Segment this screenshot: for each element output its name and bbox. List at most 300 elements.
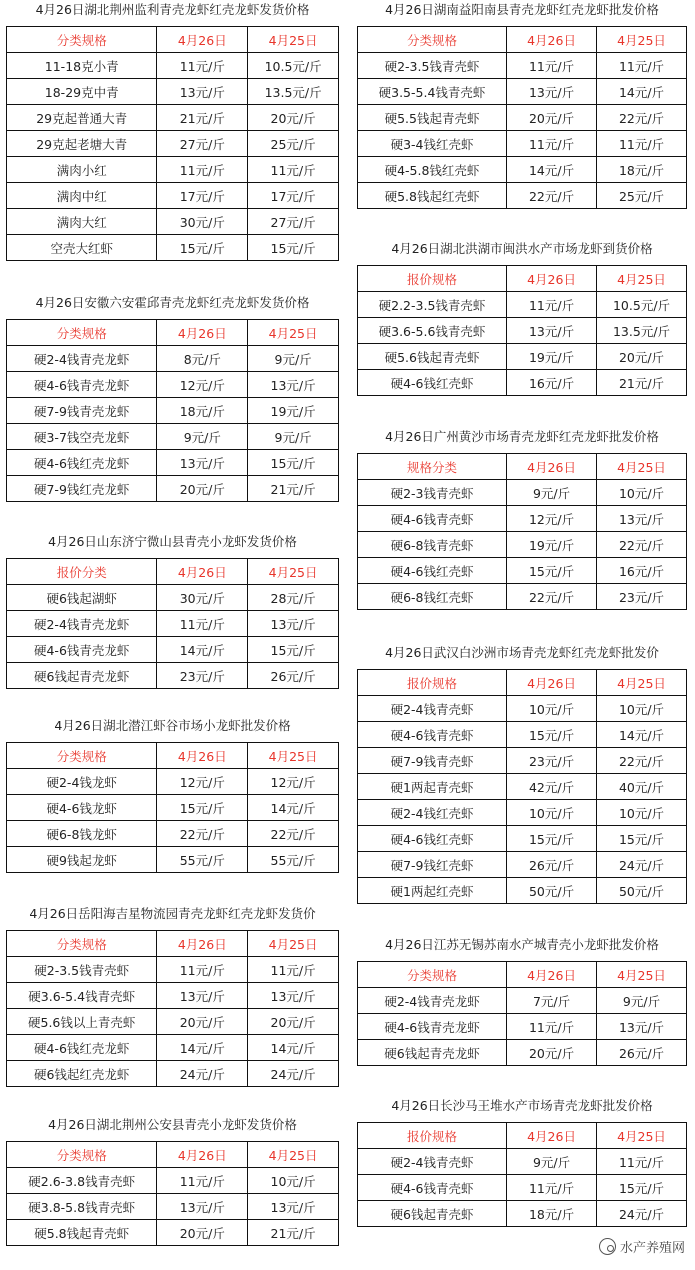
spec-cell: 硬4-6钱青壳龙虾 — [358, 1014, 507, 1040]
price-cell: 12元/斤 — [507, 506, 597, 532]
table-row — [358, 774, 687, 800]
header-cell: 4月26日 — [507, 670, 597, 696]
table-row — [358, 748, 687, 774]
price-cell: 20元/斤 — [248, 1009, 339, 1035]
table-row — [7, 372, 339, 398]
table-row — [7, 611, 339, 637]
spec-cell: 硬4-6钱红壳虾 — [358, 826, 507, 852]
price-cell: 22元/斤 — [597, 532, 687, 558]
price-cell: 13元/斤 — [157, 983, 248, 1009]
price-cell: 11元/斤 — [597, 131, 687, 157]
price-cell: 11元/斤 — [248, 957, 339, 983]
table-row — [358, 370, 687, 396]
table-row — [358, 1175, 687, 1201]
table-row — [7, 1220, 339, 1246]
price-cell: 12元/斤 — [157, 372, 248, 398]
table-title: 4月26日山东济宁微山县青壳小龙虾发货价格 — [48, 534, 297, 549]
table-row — [358, 131, 687, 157]
spec-cell: 硬4-6钱青壳龙虾 — [7, 372, 157, 398]
table-row — [7, 209, 339, 235]
price-cell: 13元/斤 — [507, 318, 597, 344]
header-cell: 4月25日 — [248, 320, 339, 346]
spec-cell: 硬3-7钱空壳龙虾 — [7, 424, 157, 450]
price-cell: 26元/斤 — [597, 1040, 687, 1066]
table-row — [7, 183, 339, 209]
header-cell: 规格分类 — [358, 454, 507, 480]
price-cell: 8元/斤 — [157, 346, 248, 372]
table-row — [358, 558, 687, 584]
spec-cell: 硬4-6钱青壳虾 — [358, 1175, 507, 1201]
table-row — [7, 1009, 339, 1035]
price-cell: 26元/斤 — [507, 852, 597, 878]
price-cell: 10元/斤 — [248, 1168, 339, 1194]
table-title: 4月26日湖北洪湖市闽洪水产市场龙虾到货价格 — [391, 241, 653, 256]
price-cell: 55元/斤 — [248, 847, 339, 873]
price-cell: 20元/斤 — [248, 105, 339, 131]
header-cell: 4月25日 — [248, 27, 339, 53]
price-cell: 16元/斤 — [597, 558, 687, 584]
spec-cell: 硬5.6钱起青壳虾 — [358, 344, 507, 370]
price-cell: 24元/斤 — [248, 1061, 339, 1087]
header-cell: 分类规格 — [7, 1142, 157, 1168]
price-cell: 21元/斤 — [248, 476, 339, 502]
price-cell: 15元/斤 — [507, 722, 597, 748]
table-row — [7, 983, 339, 1009]
table-row — [7, 1194, 339, 1220]
price-table — [357, 453, 687, 610]
spec-cell: 硬4-6钱红壳龙虾 — [7, 450, 157, 476]
price-cell: 10元/斤 — [507, 696, 597, 722]
header-cell: 分类规格 — [7, 931, 157, 957]
table-row — [358, 1040, 687, 1066]
price-cell: 17元/斤 — [157, 183, 248, 209]
table-row — [358, 988, 687, 1014]
price-cell: 21元/斤 — [157, 105, 248, 131]
table-row — [358, 532, 687, 558]
spec-cell: 满肉大红 — [7, 209, 157, 235]
table-row — [7, 821, 339, 847]
price-cell: 13元/斤 — [507, 79, 597, 105]
spec-cell: 硬7-9钱青壳虾 — [358, 748, 507, 774]
table-row — [358, 696, 687, 722]
table-header-row — [7, 1142, 339, 1168]
header-cell: 4月26日 — [507, 27, 597, 53]
spec-cell: 硬4-6钱青壳龙虾 — [7, 637, 157, 663]
table-row — [358, 344, 687, 370]
price-cell: 11元/斤 — [157, 157, 248, 183]
price-cell: 22元/斤 — [597, 748, 687, 774]
spec-cell: 硬2-4钱青壳龙虾 — [358, 988, 507, 1014]
price-cell: 28元/斤 — [248, 585, 339, 611]
spec-cell: 硬3.8-5.8钱青壳虾 — [7, 1194, 157, 1220]
watermark — [599, 1237, 685, 1256]
price-cell: 21元/斤 — [597, 370, 687, 396]
price-cell: 23元/斤 — [597, 584, 687, 610]
spec-cell: 硬2-3.5钱青壳虾 — [7, 957, 157, 983]
header-cell: 分类规格 — [7, 743, 157, 769]
table-header-row — [358, 962, 687, 988]
table-row — [7, 957, 339, 983]
header-cell: 4月25日 — [248, 743, 339, 769]
table-row — [358, 480, 687, 506]
price-cell: 12元/斤 — [157, 769, 248, 795]
price-cell: 24元/斤 — [597, 852, 687, 878]
table-row — [7, 424, 339, 450]
spec-cell: 硬4-5.8钱红壳虾 — [358, 157, 507, 183]
table-row — [358, 79, 687, 105]
spec-cell: 硬5.8钱起青壳虾 — [7, 1220, 157, 1246]
price-cell: 10.5元/斤 — [597, 292, 687, 318]
price-cell: 25元/斤 — [248, 131, 339, 157]
table-title: 4月26日江苏无锡苏南水产城青壳小龙虾批发价格 — [385, 937, 659, 952]
spec-cell: 硬7-9钱红壳龙虾 — [7, 476, 157, 502]
price-cell: 15元/斤 — [248, 637, 339, 663]
price-table — [357, 961, 687, 1066]
spec-cell: 硬6钱起红壳龙虾 — [7, 1061, 157, 1087]
price-cell: 15元/斤 — [597, 826, 687, 852]
price-cell: 20元/斤 — [157, 1009, 248, 1035]
spec-cell: 硬2-4钱青壳龙虾 — [7, 346, 157, 372]
price-cell: 10元/斤 — [597, 800, 687, 826]
price-cell: 11元/斤 — [157, 611, 248, 637]
price-table — [357, 26, 687, 209]
header-cell: 4月25日 — [248, 931, 339, 957]
spec-cell: 硬6钱起青壳虾 — [358, 1201, 507, 1227]
price-cell: 42元/斤 — [507, 774, 597, 800]
price-cell: 13元/斤 — [157, 79, 248, 105]
table-row — [7, 105, 339, 131]
price-table — [6, 319, 339, 502]
price-cell: 25元/斤 — [597, 183, 687, 209]
header-cell: 4月26日 — [157, 743, 248, 769]
spec-cell: 硬2-4钱红壳虾 — [358, 800, 507, 826]
price-cell: 20元/斤 — [157, 476, 248, 502]
price-cell: 15元/斤 — [597, 1175, 687, 1201]
spec-cell: 硬7-9钱红壳虾 — [358, 852, 507, 878]
price-table — [6, 742, 339, 873]
table-row — [7, 1168, 339, 1194]
price-cell: 10元/斤 — [597, 696, 687, 722]
price-cell: 9元/斤 — [507, 480, 597, 506]
spec-cell: 硬2-4钱青壳虾 — [358, 1149, 507, 1175]
spec-cell: 硬2-4钱青壳龙虾 — [7, 611, 157, 637]
price-table — [357, 265, 687, 396]
price-cell: 11元/斤 — [157, 957, 248, 983]
table-header-row — [358, 670, 687, 696]
price-cell: 19元/斤 — [507, 344, 597, 370]
spec-cell: 满肉中红 — [7, 183, 157, 209]
spec-cell: 硬6钱起湖虾 — [7, 585, 157, 611]
table-header-row — [7, 559, 339, 585]
price-cell: 22元/斤 — [507, 183, 597, 209]
spec-cell: 硬4-6钱红壳虾 — [358, 370, 507, 396]
header-cell: 4月26日 — [507, 454, 597, 480]
header-cell: 4月25日 — [597, 454, 687, 480]
header-cell: 报价规格 — [358, 266, 507, 292]
table-row — [7, 157, 339, 183]
price-cell: 27元/斤 — [248, 209, 339, 235]
price-cell: 21元/斤 — [248, 1220, 339, 1246]
table-row — [358, 506, 687, 532]
table-row — [358, 318, 687, 344]
spec-cell: 硬3-4钱红壳虾 — [358, 131, 507, 157]
header-cell: 分类规格 — [358, 27, 507, 53]
table-row — [358, 1201, 687, 1227]
price-cell: 11元/斤 — [507, 292, 597, 318]
price-cell: 19元/斤 — [248, 398, 339, 424]
spec-cell: 硬4-6钱青壳虾 — [358, 506, 507, 532]
price-cell: 26元/斤 — [248, 663, 339, 689]
spec-cell: 硬5.5钱起青壳虾 — [358, 105, 507, 131]
table-row — [7, 1061, 339, 1087]
price-cell: 20元/斤 — [507, 1040, 597, 1066]
price-cell: 13元/斤 — [597, 1014, 687, 1040]
price-cell: 18元/斤 — [157, 398, 248, 424]
table-row — [358, 183, 687, 209]
spec-cell: 硬4-6钱青壳虾 — [358, 722, 507, 748]
header-cell: 报价规格 — [358, 670, 507, 696]
price-cell: 30元/斤 — [157, 585, 248, 611]
header-cell: 分类规格 — [7, 27, 157, 53]
table-row — [358, 722, 687, 748]
price-cell: 15元/斤 — [157, 795, 248, 821]
price-cell: 9元/斤 — [507, 1149, 597, 1175]
price-cell: 10.5元/斤 — [248, 53, 339, 79]
price-cell: 13元/斤 — [597, 506, 687, 532]
table-header-row — [358, 454, 687, 480]
table-row — [358, 826, 687, 852]
price-table — [6, 26, 339, 261]
spec-cell: 硬6-8钱龙虾 — [7, 821, 157, 847]
table-header-row — [358, 266, 687, 292]
table-header-row — [7, 27, 339, 53]
table-row — [7, 795, 339, 821]
price-table — [357, 1122, 687, 1227]
spec-cell: 硬1两起青壳虾 — [358, 774, 507, 800]
spec-cell: 空壳大红虾 — [7, 235, 157, 261]
price-cell: 23元/斤 — [507, 748, 597, 774]
header-cell: 4月25日 — [248, 559, 339, 585]
price-cell: 13元/斤 — [248, 611, 339, 637]
table-row — [7, 585, 339, 611]
price-cell: 13元/斤 — [157, 1194, 248, 1220]
table-row — [7, 663, 339, 689]
price-table — [6, 558, 339, 689]
price-cell: 40元/斤 — [597, 774, 687, 800]
spec-cell: 29克起普通大青 — [7, 105, 157, 131]
header-cell: 分类规格 — [358, 962, 507, 988]
header-cell: 报价规格 — [358, 1123, 507, 1149]
price-table — [357, 669, 687, 904]
table-row — [7, 450, 339, 476]
table-row — [7, 131, 339, 157]
price-cell: 15元/斤 — [248, 235, 339, 261]
spec-cell: 硬3.6-5.6钱青壳虾 — [358, 318, 507, 344]
price-cell: 13元/斤 — [157, 450, 248, 476]
price-cell: 7元/斤 — [507, 988, 597, 1014]
header-cell: 报价分类 — [7, 559, 157, 585]
spec-cell: 硬3.6-5.4钱青壳虾 — [7, 983, 157, 1009]
header-cell: 4月26日 — [157, 931, 248, 957]
spec-cell: 硬5.8钱起红壳虾 — [358, 183, 507, 209]
spec-cell: 硬4-6钱龙虾 — [7, 795, 157, 821]
header-cell: 4月25日 — [597, 27, 687, 53]
table-row — [7, 847, 339, 873]
price-cell: 23元/斤 — [157, 663, 248, 689]
spec-cell: 硬6-8钱红壳虾 — [358, 584, 507, 610]
table-title: 4月26日安徽六安霍邱青壳龙虾红壳龙虾发货价格 — [35, 295, 310, 310]
price-cell: 24元/斤 — [157, 1061, 248, 1087]
spec-cell: 11-18克小青 — [7, 53, 157, 79]
watermark-text: 水产养殖网 — [619, 1241, 685, 1256]
price-cell: 30元/斤 — [157, 209, 248, 235]
table-row — [7, 476, 339, 502]
price-cell: 20元/斤 — [157, 1220, 248, 1246]
price-cell: 20元/斤 — [507, 105, 597, 131]
spec-cell: 硬2.6-3.8钱青壳虾 — [7, 1168, 157, 1194]
wechat-icon — [599, 1238, 616, 1255]
price-cell: 14元/斤 — [157, 1035, 248, 1061]
table-header-row — [358, 1123, 687, 1149]
table-row — [358, 157, 687, 183]
table-row — [358, 878, 687, 904]
price-table — [6, 1141, 339, 1246]
price-cell: 13元/斤 — [248, 372, 339, 398]
spec-cell: 硬2-3.5钱青壳虾 — [358, 53, 507, 79]
spec-cell: 硬2-3钱青壳虾 — [358, 480, 507, 506]
table-row — [358, 105, 687, 131]
price-cell: 14元/斤 — [248, 1035, 339, 1061]
header-cell: 4月26日 — [507, 962, 597, 988]
spec-cell: 硬5.6钱以上青壳虾 — [7, 1009, 157, 1035]
table-header-row — [358, 27, 687, 53]
price-cell: 50元/斤 — [597, 878, 687, 904]
header-cell: 4月26日 — [157, 559, 248, 585]
header-cell: 4月25日 — [597, 1123, 687, 1149]
header-cell: 4月26日 — [507, 1123, 597, 1149]
table-row — [358, 584, 687, 610]
price-cell: 13元/斤 — [248, 983, 339, 1009]
price-cell: 14元/斤 — [507, 157, 597, 183]
price-cell: 22元/斤 — [597, 105, 687, 131]
price-cell: 55元/斤 — [157, 847, 248, 873]
table-row — [7, 1035, 339, 1061]
header-cell: 4月25日 — [597, 670, 687, 696]
table-header-row — [7, 931, 339, 957]
price-cell: 9元/斤 — [248, 424, 339, 450]
price-cell: 16元/斤 — [507, 370, 597, 396]
table-row — [7, 79, 339, 105]
table-title: 4月26日武汉白沙洲市场青壳龙虾红壳龙虾批发价 — [385, 645, 659, 660]
price-cell: 14元/斤 — [597, 79, 687, 105]
spec-cell: 满肉小红 — [7, 157, 157, 183]
price-cell: 9元/斤 — [248, 346, 339, 372]
table-row — [358, 800, 687, 826]
spec-cell: 硬7-9钱青壳龙虾 — [7, 398, 157, 424]
price-cell: 15元/斤 — [507, 826, 597, 852]
spec-cell: 18-29克中青 — [7, 79, 157, 105]
table-row — [7, 235, 339, 261]
spec-cell: 硬9钱起龙虾 — [7, 847, 157, 873]
price-cell: 11元/斤 — [507, 1014, 597, 1040]
price-cell: 19元/斤 — [507, 532, 597, 558]
price-cell: 11元/斤 — [597, 1149, 687, 1175]
price-cell: 11元/斤 — [507, 131, 597, 157]
spec-cell: 硬2-4钱青壳虾 — [358, 696, 507, 722]
header-cell: 4月26日 — [157, 1142, 248, 1168]
header-cell: 4月25日 — [597, 962, 687, 988]
spec-cell: 硬6-8钱青壳虾 — [358, 532, 507, 558]
price-cell: 11元/斤 — [157, 53, 248, 79]
price-cell: 22元/斤 — [157, 821, 248, 847]
spec-cell: 硬3.5-5.4钱青壳虾 — [358, 79, 507, 105]
price-cell: 22元/斤 — [248, 821, 339, 847]
price-cell: 14元/斤 — [597, 722, 687, 748]
price-cell: 20元/斤 — [597, 344, 687, 370]
header-cell: 4月25日 — [248, 1142, 339, 1168]
price-cell: 14元/斤 — [248, 795, 339, 821]
table-row — [358, 852, 687, 878]
price-cell: 12元/斤 — [248, 769, 339, 795]
price-cell: 11元/斤 — [248, 157, 339, 183]
table-row — [358, 1149, 687, 1175]
price-cell: 18元/斤 — [507, 1201, 597, 1227]
table-title: 4月26日长沙马王堆水产市场青壳龙虾批发价格 — [391, 1098, 653, 1113]
table-row — [358, 1014, 687, 1040]
table-title: 4月26日湖北潜江虾谷市场小龙虾批发价格 — [54, 718, 291, 733]
table-header-row — [7, 743, 339, 769]
price-cell: 13元/斤 — [248, 1194, 339, 1220]
header-cell: 4月25日 — [597, 266, 687, 292]
price-cell: 11元/斤 — [157, 1168, 248, 1194]
price-cell: 11元/斤 — [507, 1175, 597, 1201]
table-row — [358, 53, 687, 79]
spec-cell: 硬6钱起青壳龙虾 — [358, 1040, 507, 1066]
price-cell: 24元/斤 — [597, 1201, 687, 1227]
table-title: 4月26日湖南益阳南县青壳龙虾红壳龙虾批发价格 — [385, 2, 659, 17]
price-cell: 10元/斤 — [597, 480, 687, 506]
spec-cell: 29克起老塘大青 — [7, 131, 157, 157]
header-cell: 4月26日 — [157, 27, 248, 53]
price-cell: 27元/斤 — [157, 131, 248, 157]
price-cell: 9元/斤 — [157, 424, 248, 450]
table-row — [7, 53, 339, 79]
header-cell: 4月26日 — [507, 266, 597, 292]
table-title: 4月26日湖北荆州监利青壳龙虾红壳龙虾发货价格 — [35, 2, 310, 17]
table-header-row — [7, 320, 339, 346]
spec-cell: 硬4-6钱红壳虾 — [358, 558, 507, 584]
spec-cell: 硬4-6钱红壳龙虾 — [7, 1035, 157, 1061]
table-row — [358, 292, 687, 318]
price-cell: 18元/斤 — [597, 157, 687, 183]
price-cell: 10元/斤 — [507, 800, 597, 826]
table-row — [7, 637, 339, 663]
price-cell: 17元/斤 — [248, 183, 339, 209]
table-row — [7, 346, 339, 372]
table-title: 4月26日广州黄沙市场青壳龙虾红壳龙虾批发价格 — [385, 429, 659, 444]
spec-cell: 硬1两起红壳虾 — [358, 878, 507, 904]
table-title: 4月26日岳阳海吉星物流园青壳龙虾红壳龙虾发货价 — [29, 906, 316, 921]
table-row — [7, 769, 339, 795]
price-cell: 14元/斤 — [157, 637, 248, 663]
price-cell: 22元/斤 — [507, 584, 597, 610]
price-cell: 11元/斤 — [597, 53, 687, 79]
price-cell: 15元/斤 — [157, 235, 248, 261]
price-cell: 15元/斤 — [248, 450, 339, 476]
price-cell: 11元/斤 — [507, 53, 597, 79]
header-cell: 4月26日 — [157, 320, 248, 346]
price-cell: 50元/斤 — [507, 878, 597, 904]
